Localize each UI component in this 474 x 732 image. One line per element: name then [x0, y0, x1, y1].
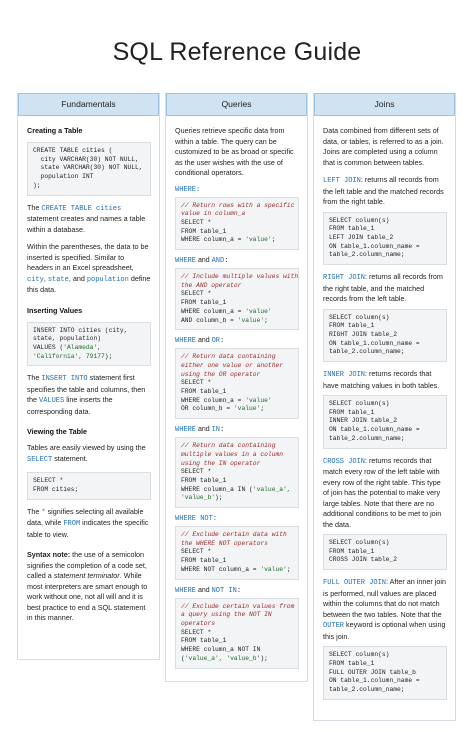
queries-panel: [165, 93, 308, 682]
where-not-keyword: WHERE NOT:: [175, 515, 218, 524]
joins-header: Joins: [314, 93, 455, 116]
right-join-code: SELECT column(s) FROM table_1 RIGHT JOIN table_2 ON table_1.column_name = table_2.column_name;: [323, 309, 447, 363]
where-and-keyword: WHERE and AND:: [175, 257, 229, 266]
where-not-in-keyword: WHERE and NOT IN:: [175, 586, 242, 595]
create-table-code: CREATE TABLE cities ( city VARCHAR(30) NOT NULL, state VARCHAR(30) NOT NULL, population INT );: [27, 142, 151, 196]
where-not-code: // Exclude certain data with the WHERE NOT operators SELECT * FROM table_1 WHERE NOT column_a = 'value';: [175, 526, 299, 580]
select-code: SELECT * FROM cities;: [27, 472, 151, 499]
inner-join-code: SELECT column(s) FROM table_1 INNER JOIN table_2 ON table_1.column_name = table_2.column_name;: [323, 395, 447, 449]
inserting-values-heading: Inserting Values: [27, 305, 83, 315]
where-or-code: // Return data containing either one value or another using the OR operator SELECT * FROM table_1 WHERE column_a = 'value' OR column_b = 'value';: [175, 348, 299, 419]
where-in-code: // Return data containing multiple values in a column using the IN operator SELECT * FROM table_1 WHERE column_a IN ('value_a', 'value_b');: [175, 437, 299, 508]
cross-join-description: CROSS JOIN: returns records that match every row of the left table with every row of the right table. This type of join has the potential to make very large tables. Note that there are no additional conditions to be met to join the data.: [323, 455, 442, 529]
full-outer-join-code: SELECT column(s) FROM table_1 FULL OUTER JOIN table_b ON table_1.column_name = table_2.column_name;: [323, 646, 447, 700]
queries-intro: Queries retrieve specific data from within a table. The query can be customized to be as broad or specific as the user wishes with the use of conditional operators.: [175, 126, 294, 177]
insert-description: The INSERT INTO statement first specifies the table and columns, then the VALUES line inserts the corresponding data.: [27, 373, 146, 416]
right-join-description: RIGHT JOIN: returns all records from the right table, and the matched records from the left table.: [323, 272, 443, 304]
where-and-code: // Include multiple values with the AND operator SELECT * FROM table_1 WHERE column_a = 'value' AND column_b = 'value';: [175, 268, 299, 330]
columns-description: Within the parentheses, the data to be inserted is specified. Similar to headers in an Excel spreadsheet, city, state, and population define this data.: [27, 242, 151, 295]
where-or-keyword: WHERE and OR:: [175, 337, 225, 346]
syntax-note: Syntax note: the use of a semicolon signifies the completion of a code set, called a statement terminator. While most interpreters are smart enough to work without one, not all will and it is best practice to end a SQL statement in this manner.: [27, 550, 148, 623]
full-outer-join-description: FULL OUTER JOIN: After an inner join is performed, null values are placed within the columns that do not match between the two tables. Note that the OUTER keyword is optional when using this join.: [323, 577, 446, 641]
joins-panel: [313, 93, 456, 721]
where-not-in-code: // Exclude certain values from a query using the NOT IN operators SELECT * FROM table_1 WHERE column_a NOT IN ('value_a', 'value_b');: [175, 598, 299, 669]
creating-table-heading: Creating a Table: [27, 126, 83, 135]
fundamentals-panel: [17, 93, 160, 660]
create-table-description: The CREATE TABLE cities statement creates and names a table within a database.: [27, 202, 146, 234]
queries-header: Queries: [166, 93, 307, 116]
joins-intro: Data combined from different sets of data, or tables, is referred to as a join. Joins are completed using a column that is common between tables.: [323, 126, 444, 167]
where-keyword: WHERE:: [175, 185, 201, 194]
where-code: // Return rows with a specific value in column_a SELECT * FROM table_1 WHERE column_a = 'value';: [175, 197, 299, 251]
where-in-keyword: WHERE and IN:: [175, 426, 225, 435]
viewing-description: Tables are easily viewed by using the SELECT statement.: [27, 443, 146, 464]
insert-code: INSERT INTO cities (city, state, population) VALUES ('Alameda', 'California', 79177);: [27, 322, 151, 367]
fundamentals-header: Fundamentals: [18, 93, 159, 116]
viewing-table-heading: Viewing the Table: [27, 427, 88, 437]
page-title: SQL Reference Guide: [112, 38, 362, 66]
inner-join-description: INNER JOIN: returns records that have matching values in both tables.: [323, 369, 440, 390]
left-join-description: LEFT JOIN: returns all records from the left table and the matched records from the right table.: [323, 175, 444, 206]
left-join-code: SELECT column(s) FROM table_1 LEFT JOIN table_2 ON table_1.column_name = table_2.column_name;: [323, 212, 447, 266]
select-description: The * signifies selecting all available data, while FROM indicates the specific table to view.: [27, 506, 149, 539]
cross-join-code: SELECT column(s) FROM table_1 CROSS JOIN table_2: [323, 534, 447, 570]
